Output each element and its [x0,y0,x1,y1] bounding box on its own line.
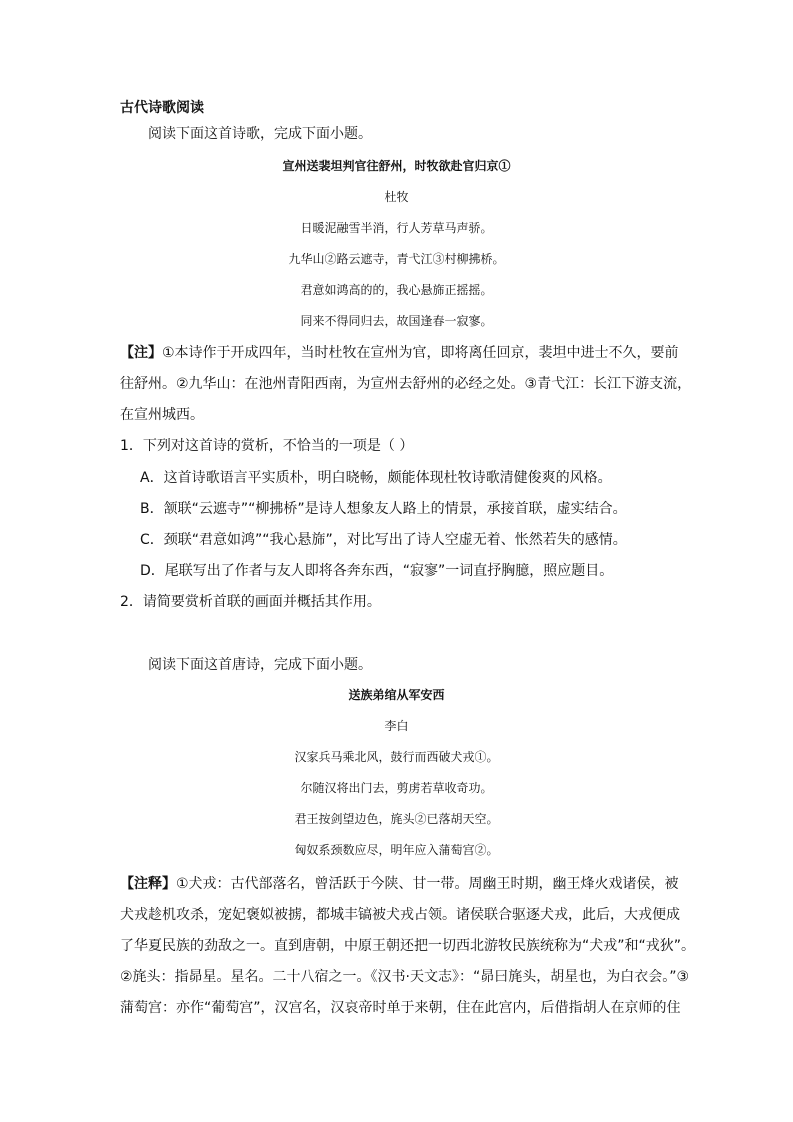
question-1: 1．下列对这首诗的赏析，不恰当的一项是（ ） [120,438,414,454]
passage1-note-line: 在宣州城西。 [120,407,204,423]
passage1-note-label: 【注】 [120,345,162,361]
passage2-verse: 匈奴系颈数应尽，明年应入蒲萄宫②。 [294,843,499,857]
passage1-verse: 日暖泥融雪半消，行人芳草马声骄。 [300,221,493,235]
passage2-note-line: ②旄头：指昴星。星名。二十八宿之一。《汉书·天文志》：“昴曰旄头，胡星也，为白衣会。”③ [120,969,690,985]
passage1-poem-author: 杜牧 [384,190,409,204]
question-1-option-d: D．尾联写出了作者与友人即将各奔东西，“寂寥”一词直抒胸臆，照应题目。 [140,563,614,579]
passage2-note-label: 【注释】 [120,876,176,892]
section-heading: 古代诗歌阅读 [120,100,204,116]
passage2-verse: 君王按剑望边色，旄头②已落胡天空。 [294,812,499,826]
question-1-option-c: C．颈联“君意如鸿”“我心悬旆”，对比写出了诗人空虚无着、怅然若失的感情。 [140,532,627,548]
passage2-note-text: ①犬戎：古代部落名，曾活跃于今陕、甘一带。周幽王时期，幽王烽火戏诸侯，被 [176,876,679,892]
question-2: 2．请简要赏析首联的画面并概括其作用。 [120,594,381,610]
passage1-verse: 九华山②路云遮寺，青弋江③村柳拂桥。 [288,252,505,266]
passage1-note-line [120,342,679,362]
passage2-note-line: 犬戎趁机攻杀，宠妃褒姒被掳，都城丰镐被犬戎占领。诸侯联合驱逐犬戎，此后，大戎便成 [120,907,680,923]
question-1-option-a: A．这首诗歌语言平实质朴，明白晓畅，颇能体现杜牧诗歌清健俊爽的风格。 [140,470,612,486]
passage2-verse: 汉家兵马乘北风，鼓行而西破犬戎①。 [294,750,499,764]
passage2-instruction: 阅读下面这首唐诗，完成下面小题。 [148,657,372,673]
passage2-note-line: 了华夏民族的劲敌之一。直到唐朝，中原王朝还把一切西北游牧民族统称为“犬戎”和“戎狄”。 [120,938,696,954]
passage2-poem-title: 送族弟绾从军安西 [348,688,445,702]
passage1-verse: 君意如鸿高的的，我心悬旆正摇摇。 [300,283,493,297]
question-1-option-b: B．颔联“云遮寺”“柳拂桥”是诗人想象友人路上的情景，承接首联，虚实结合。 [140,501,627,517]
passage1-note-text: ①本诗作于开成四年，当时杜牧在宣州为官，即将离任回京，裴坦中进士不久，要前 [162,345,679,361]
passage1-instruction: 阅读下面这首诗歌，完成下面小题。 [148,126,372,142]
passage2-note-line: 蒲萄宫：亦作“葡萄宫”，汉宫名，汉哀帝时单于来朝，住在此宫内，后借指胡人在京师的住 [120,1000,681,1016]
passage1-note-line: 往舒州。②九华山：在池州青阳西南，为宣州去舒州的必经之处。③青弋江：长江下游支流， [120,376,692,392]
passage1-verse: 同来不得同归去，故国逢春一寂寥。 [300,314,493,328]
passage1-poem-title: 宣州送裴坦判官往舒州，时牧欲赴官归京① [282,159,511,173]
passage2-verse: 尔随汉将出门去，剪虏若草收奇功。 [300,781,493,795]
passage2-note-line [120,873,679,893]
passage2-poem-author: 李白 [384,719,409,733]
